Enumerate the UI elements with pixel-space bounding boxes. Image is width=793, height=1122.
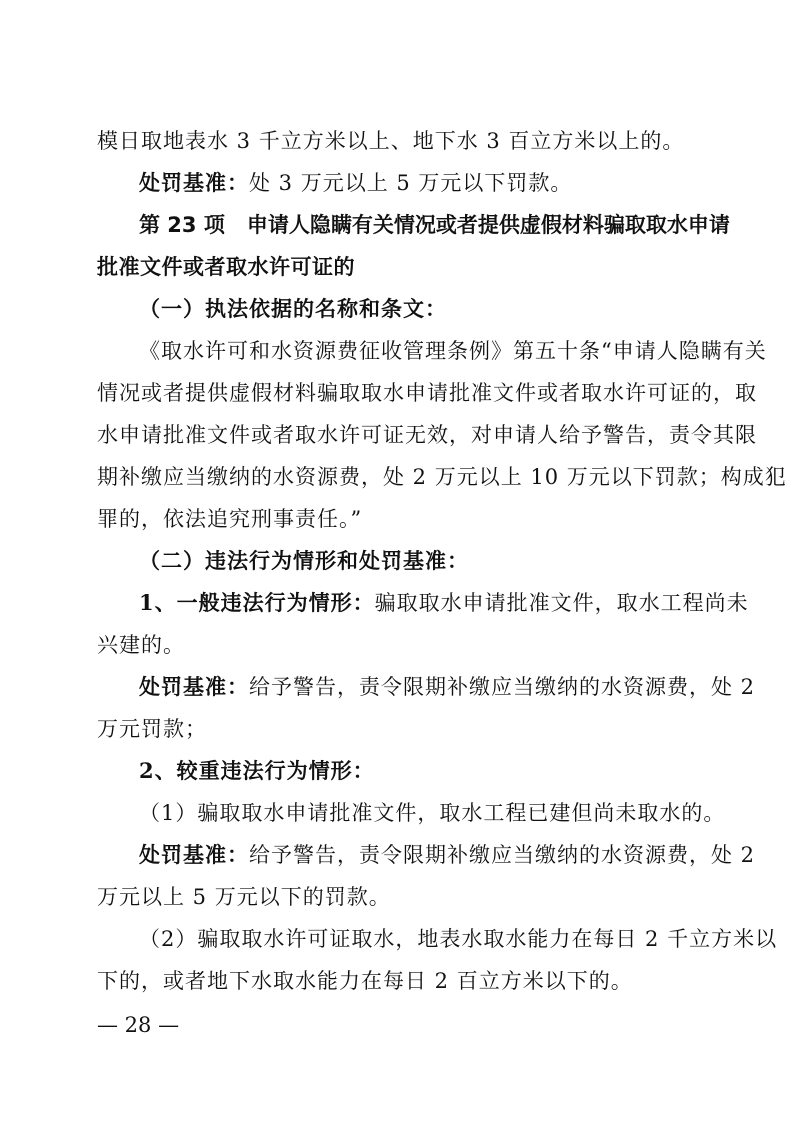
- paragraph-line: （1）骗取取水申请批准文件，取水工程已建但尚未取水的。: [139, 801, 726, 825]
- penalty-standard-text: 处 3 万元以上 5 万元以下罚款。: [249, 171, 573, 195]
- paragraph-line: 期补缴应当缴纳的水资源费，处 2 万元以上 10 万元以下罚款；构成犯: [97, 465, 787, 489]
- item-number: 第 23 项: [139, 213, 225, 237]
- general-violation-label: 1、一般违法行为情形：: [139, 590, 375, 615]
- general-violation-text: 骗取取水申请批准文件，取水工程尚未: [374, 591, 749, 615]
- item-heading: [139, 210, 730, 240]
- serious-violation-heading: 2、较重违法行为情形：: [139, 758, 375, 783]
- paragraph-line: 模日取地表水 3 千立方米以上、地下水 3 百立方米以上的。: [97, 129, 685, 153]
- paragraph-line: （2）骗取取水许可证取水，地表水取水能力在每日 2 千立方米以: [139, 927, 778, 951]
- penalty-standard-line: [139, 168, 572, 198]
- paragraph-line: 水申请批准文件或者取水许可证无效，对申请人给予警告，责令其限: [97, 423, 757, 447]
- penalty-standard-text: 给予警告，责令限期补缴应当缴纳的水资源费，处 2: [249, 843, 756, 867]
- penalty-standard-label: 处罚基准：: [139, 674, 249, 699]
- paragraph-line: 下的，或者地下水取水能力在每日 2 百立方米以下的。: [97, 969, 633, 993]
- page-number: — 28 —: [97, 1013, 180, 1037]
- section-heading-violations: （二）违法行为情形和处罚基准：: [139, 548, 469, 573]
- general-violation-line: [139, 588, 749, 618]
- penalty-standard-line: [139, 672, 755, 702]
- paragraph-line: 万元罚款；: [97, 717, 207, 741]
- penalty-standard-text: 给予警告，责令限期补缴应当缴纳的水资源费，处 2: [249, 675, 756, 699]
- item-title: 申请人隐瞒有关情况或者提供虚假材料骗取取水申请: [246, 213, 730, 237]
- paragraph-line: 兴建的。: [97, 633, 185, 657]
- item-heading-continued: 批准文件或者取水许可证的: [97, 255, 355, 279]
- penalty-standard-label: 处罚基准：: [139, 842, 249, 867]
- paragraph-line: 万元以上 5 万元以下的罚款。: [97, 885, 391, 909]
- section-heading-legal-basis: （一）执法依据的名称和条文：: [139, 296, 447, 321]
- paragraph-line: 《取水许可和水资源费征收管理条例》第五十条“申请人隐瞒有关: [139, 339, 767, 363]
- paragraph-line: 罪的，依法追究刑事责任。”: [97, 507, 363, 531]
- paragraph-line: 情况或者提供虚假材料骗取取水申请批准文件或者取水许可证的，取: [97, 381, 757, 405]
- penalty-standard-line: [139, 840, 755, 870]
- penalty-standard-label: 处罚基准：: [139, 170, 249, 195]
